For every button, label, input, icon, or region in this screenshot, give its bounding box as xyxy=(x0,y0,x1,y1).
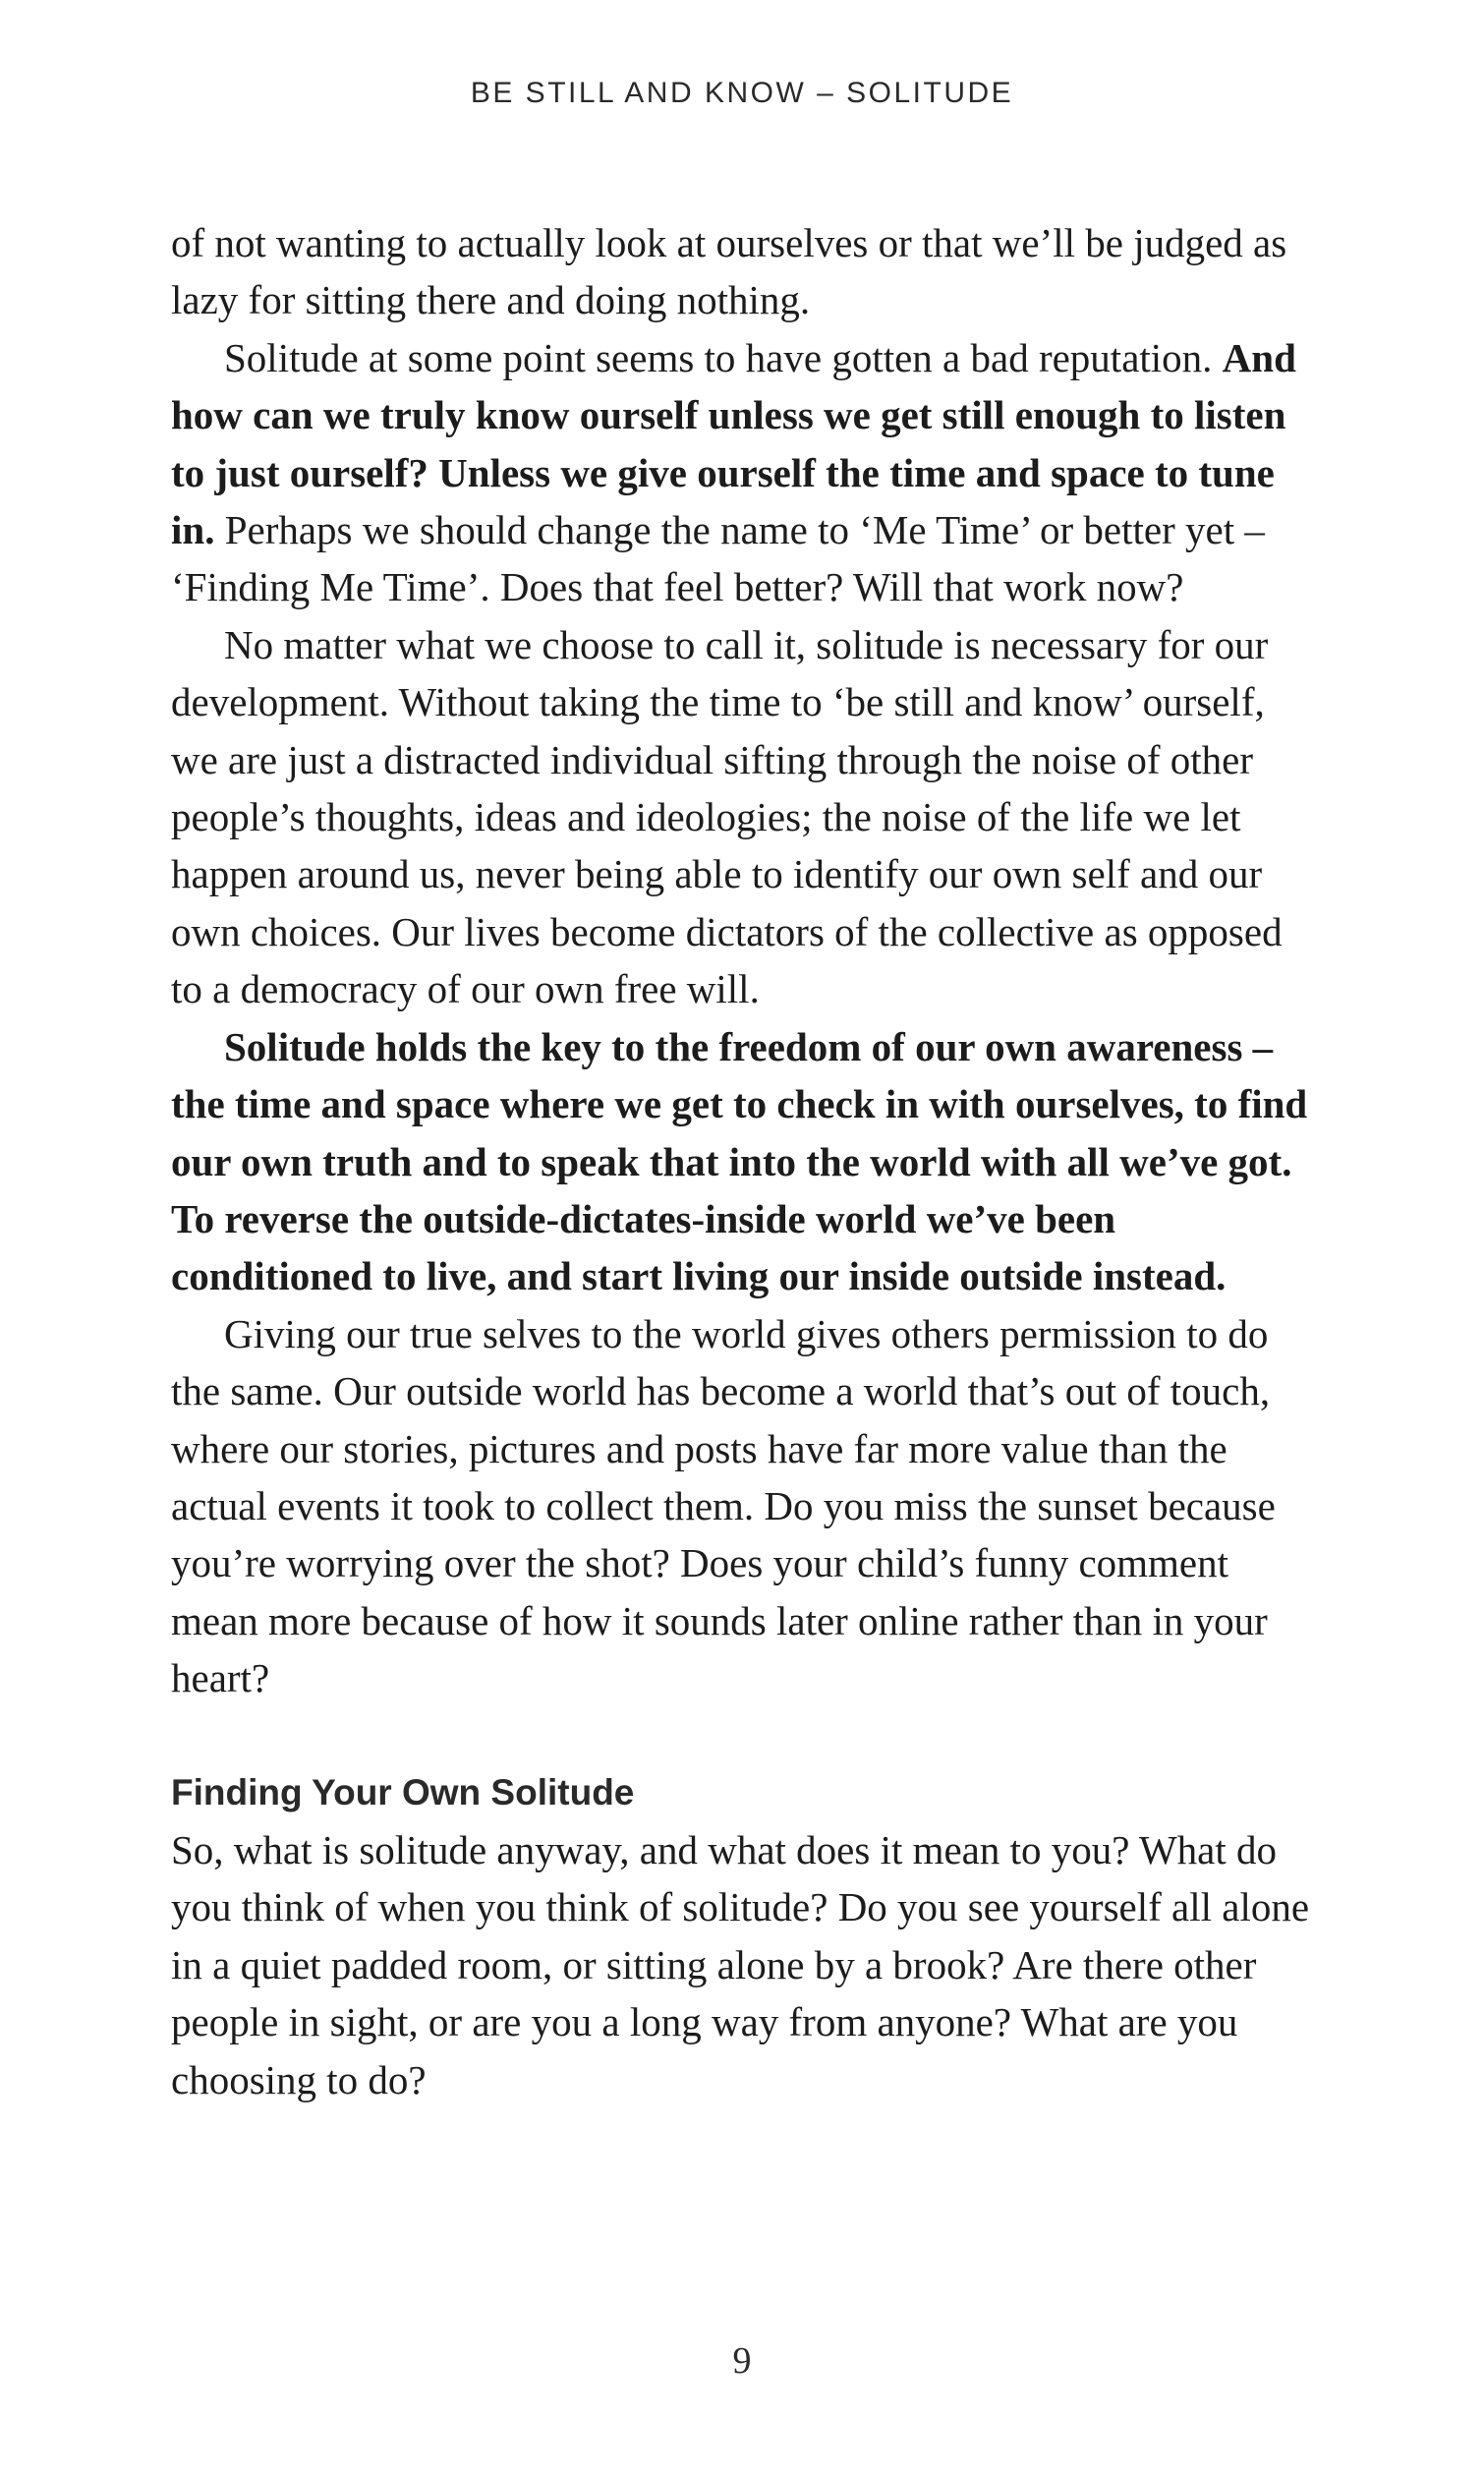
section-heading: Finding Your Own Solitude xyxy=(171,1771,635,1812)
page-number: 9 xyxy=(732,2340,752,2382)
paragraph-reputation-end: Perhaps we should change the name to ‘Me Time’ or better yet – ‘Finding Me Time’. Does that feel better? Will that work now? xyxy=(171,507,1265,610)
paragraph-development: No matter what we choose to call it, solitude is necessary for our development. Without taking the time to ‘be still and know’ ourself, we are just a distracted individual sifting through the noise of other people’s thoughts, ideas and ideologies; the noise of the life we let happen around us, never being able to identify our own self and our own choices. Our lives become dictators of the collective as opposed to a democracy of our own free will. xyxy=(171,621,1283,1012)
section-paragraph: So, what is solitude anyway, and what does it mean to you? What do you think of when you think of solitude? Do you see yourself all alone in a quiet padded room, or sitting alone by a brook? Are there other people in sight, or are you a long way from anyone? What are you choosing to do? xyxy=(171,1826,1310,2102)
paragraph-reputation-start: Solitude at some point seems to have gotten a bad reputation. xyxy=(224,334,1223,380)
paragraph-true-selves: Giving our true selves to the world gives others permission to do the same. Our outside world has become a world that’s out of touch, where our stories, pictures and posts have far more value than the actual events it took to collect them. Do you miss the sunset because you’re worrying over the shot? Does your child’s funny comment mean more because of how it sounds later online rather than in your heart? xyxy=(171,1310,1276,1701)
paragraph-continued: of not wanting to actually look at ourselves or that we’ll be judged as lazy for sitting there and doing nothing. xyxy=(171,220,1287,323)
paragraph-reputation xyxy=(171,329,1321,616)
paragraph-reputation-bold: And how can we truly know ourself unless we get still enough to listen to just ourself? Unless we give ourself the time and space to tune in. xyxy=(171,334,1296,553)
body-text xyxy=(171,214,1321,2108)
paragraph-key-freedom: Solitude holds the key to the freedom of our own awareness – the time and space where we get to check in with ourselves, to find our own truth and to speak that into the world with all we’ve got. To reverse the outside-dictates-inside world we’ve been conditioned to live, and start living our inside outside instead. xyxy=(171,1023,1308,1299)
running-head: BE STILL AND KNOW – SOLITUDE xyxy=(470,77,1014,109)
